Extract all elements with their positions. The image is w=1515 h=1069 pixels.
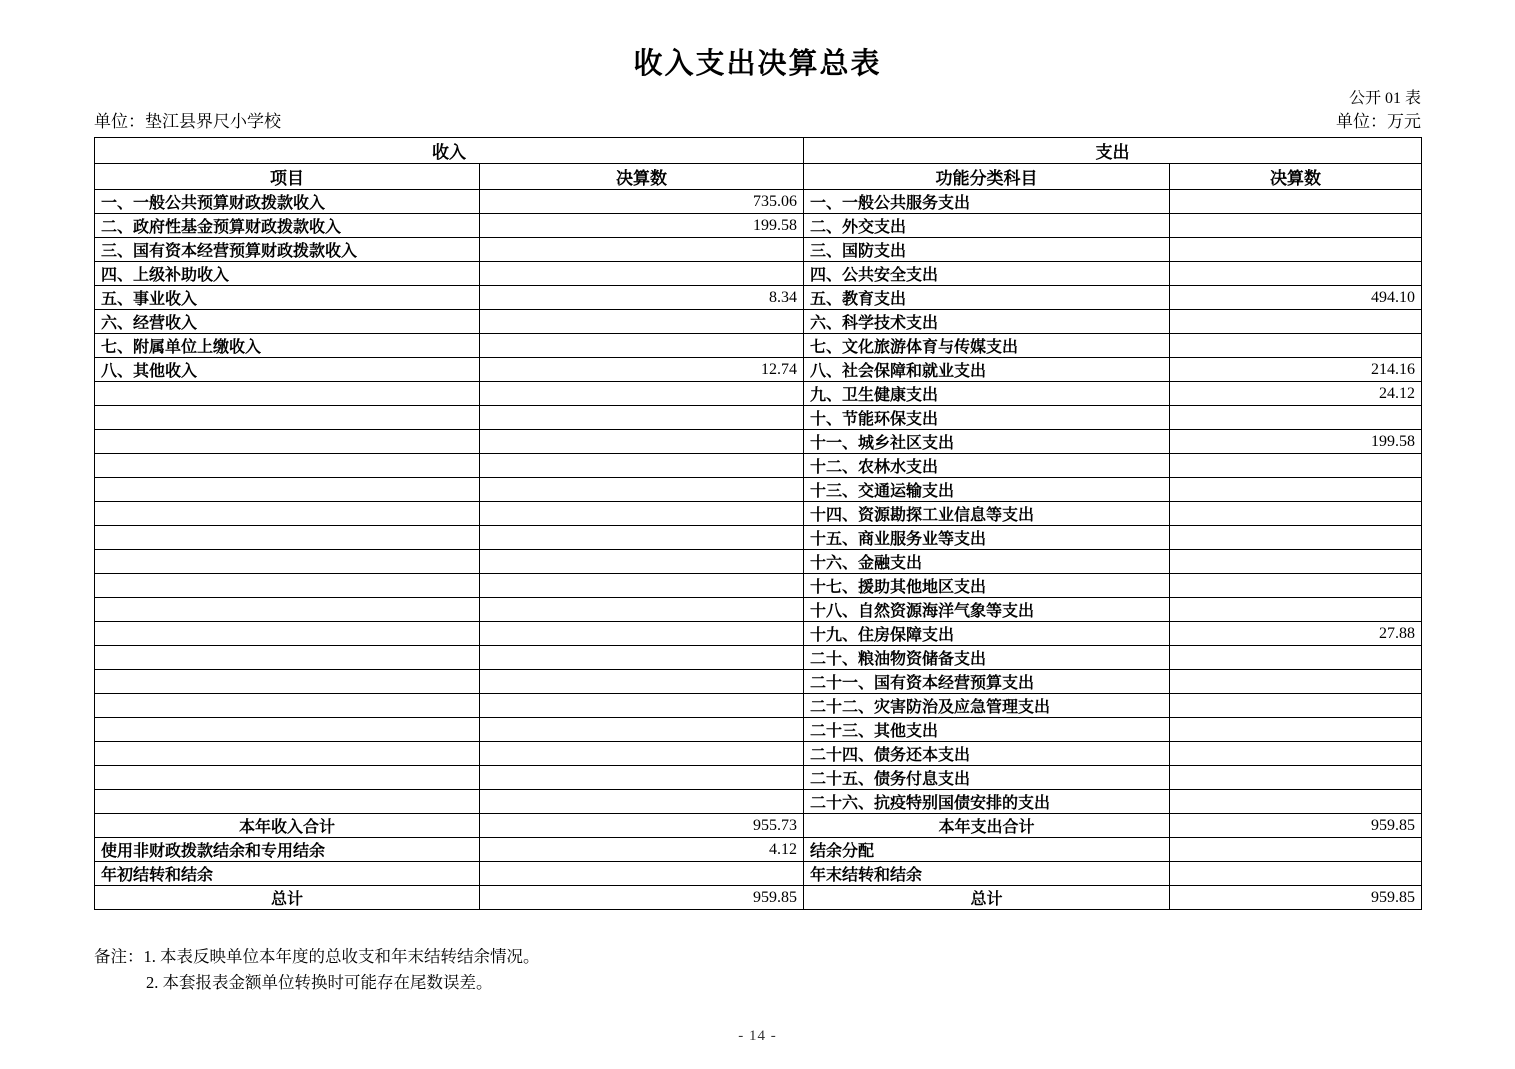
table-row bbox=[95, 286, 1422, 310]
table-row bbox=[95, 886, 1422, 910]
expense-amount-cell: 24.12 bbox=[1170, 382, 1422, 406]
column-header-row bbox=[95, 164, 1422, 190]
expense-item-cell: 本年支出合计 bbox=[804, 814, 1170, 838]
income-amount-cell: 12.74 bbox=[480, 358, 804, 382]
expense-item-cell: 九、卫生健康支出 bbox=[804, 382, 1170, 406]
table-row bbox=[95, 190, 1422, 214]
income-amount-cell bbox=[480, 790, 804, 814]
income-item-cell: 七、附属单位上缴收入 bbox=[95, 334, 480, 358]
expense-item-cell: 三、国防支出 bbox=[804, 238, 1170, 262]
note-text-1: 1. 本表反映单位本年度的总收支和年末结转结余情况。 bbox=[143, 947, 540, 966]
meta-row bbox=[94, 112, 1421, 132]
expense-item-cell: 二十、粮油物资储备支出 bbox=[804, 646, 1170, 670]
income-amount-cell bbox=[480, 382, 804, 406]
income-item-cell bbox=[95, 430, 480, 454]
table-row bbox=[95, 646, 1422, 670]
income-amount-cell bbox=[480, 430, 804, 454]
expense-item-cell: 二十五、债务付息支出 bbox=[804, 766, 1170, 790]
income-item-cell: 八、其他收入 bbox=[95, 358, 480, 382]
table-row bbox=[95, 358, 1422, 382]
expense-amount-cell bbox=[1170, 526, 1422, 550]
notes-label: 备注： bbox=[94, 947, 144, 966]
note-line-1 bbox=[94, 944, 1421, 970]
income-amount-cell: 955.73 bbox=[480, 814, 804, 838]
expense-amount-cell: 959.85 bbox=[1170, 814, 1422, 838]
income-amount-column-header: 决算数 bbox=[480, 164, 804, 190]
income-item-cell bbox=[95, 646, 480, 670]
note-line-2: 2. 本套报表金额单位转换时可能存在尾数误差。 bbox=[146, 973, 493, 992]
expense-amount-cell: 214.16 bbox=[1170, 358, 1422, 382]
income-item-cell bbox=[95, 766, 480, 790]
income-amount-cell bbox=[480, 406, 804, 430]
income-amount-cell bbox=[480, 526, 804, 550]
income-amount-cell bbox=[480, 694, 804, 718]
expense-item-cell: 十八、自然资源海洋气象等支出 bbox=[804, 598, 1170, 622]
expense-item-column-header: 功能分类科目 bbox=[804, 164, 1170, 190]
expense-amount-cell bbox=[1170, 550, 1422, 574]
income-item-cell: 本年收入合计 bbox=[95, 814, 480, 838]
expense-item-cell: 二十二、灾害防治及应急管理支出 bbox=[804, 694, 1170, 718]
expense-amount-cell bbox=[1170, 670, 1422, 694]
expense-item-cell: 六、科学技术支出 bbox=[804, 310, 1170, 334]
income-amount-cell bbox=[480, 502, 804, 526]
expense-item-cell: 二十四、债务还本支出 bbox=[804, 742, 1170, 766]
expense-amount-cell: 199.58 bbox=[1170, 430, 1422, 454]
expense-amount-cell: 959.85 bbox=[1170, 886, 1422, 910]
income-item-cell bbox=[95, 526, 480, 550]
table-row bbox=[95, 670, 1422, 694]
income-amount-cell bbox=[480, 718, 804, 742]
currency-unit-label: 单位：万元 bbox=[1336, 112, 1421, 131]
page-number: - 14 - bbox=[738, 1028, 777, 1044]
expense-amount-cell bbox=[1170, 334, 1422, 358]
income-amount-cell: 199.58 bbox=[480, 214, 804, 238]
income-amount-cell bbox=[480, 670, 804, 694]
expense-item-cell: 四、公共安全支出 bbox=[804, 262, 1170, 286]
table-row bbox=[95, 862, 1422, 886]
income-item-cell bbox=[95, 550, 480, 574]
expense-amount-cell bbox=[1170, 598, 1422, 622]
expense-item-cell: 二十一、国有资本经营预算支出 bbox=[804, 670, 1170, 694]
table-row bbox=[95, 382, 1422, 406]
income-amount-cell bbox=[480, 646, 804, 670]
table-row bbox=[95, 334, 1422, 358]
expense-amount-cell bbox=[1170, 838, 1422, 862]
page-title: 收入支出决算总表 bbox=[633, 48, 882, 80]
income-item-cell: 五、事业收入 bbox=[95, 286, 480, 310]
income-item-cell: 一、一般公共预算财政拨款收入 bbox=[95, 190, 480, 214]
expense-amount-cell bbox=[1170, 454, 1422, 478]
expense-item-cell: 八、社会保障和就业支出 bbox=[804, 358, 1170, 382]
income-item-column-header: 项目 bbox=[95, 164, 480, 190]
expense-amount-cell bbox=[1170, 574, 1422, 598]
table-row bbox=[95, 454, 1422, 478]
expense-item-cell: 二、外交支出 bbox=[804, 214, 1170, 238]
expense-amount-cell bbox=[1170, 694, 1422, 718]
expense-item-cell: 十四、资源勘探工业信息等支出 bbox=[804, 502, 1170, 526]
table-row bbox=[95, 718, 1422, 742]
table-row bbox=[95, 238, 1422, 262]
expense-item-cell: 二十三、其他支出 bbox=[804, 718, 1170, 742]
expense-amount-cell bbox=[1170, 238, 1422, 262]
table-row bbox=[95, 526, 1422, 550]
unit-name-label: 单位：垫江县界尺小学校 bbox=[94, 112, 281, 131]
table-row bbox=[95, 622, 1422, 646]
expense-item-cell: 十一、城乡社区支出 bbox=[804, 430, 1170, 454]
table-row bbox=[95, 430, 1422, 454]
income-item-cell: 使用非财政拨款结余和专用结余 bbox=[95, 838, 480, 862]
table-row bbox=[95, 838, 1422, 862]
income-amount-cell bbox=[480, 766, 804, 790]
income-item-cell bbox=[95, 502, 480, 526]
expense-amount-cell: 494.10 bbox=[1170, 286, 1422, 310]
income-item-cell: 六、经营收入 bbox=[95, 310, 480, 334]
expense-amount-cell bbox=[1170, 646, 1422, 670]
income-item-cell bbox=[95, 406, 480, 430]
income-item-cell bbox=[95, 622, 480, 646]
expense-item-cell: 十五、商业服务业等支出 bbox=[804, 526, 1170, 550]
expense-amount-cell bbox=[1170, 214, 1422, 238]
table-row bbox=[95, 742, 1422, 766]
expense-amount-cell bbox=[1170, 742, 1422, 766]
table-row bbox=[95, 310, 1422, 334]
expense-amount-cell bbox=[1170, 862, 1422, 886]
income-item-cell: 年初结转和结余 bbox=[95, 862, 480, 886]
income-item-cell: 二、政府性基金预算财政拨款收入 bbox=[95, 214, 480, 238]
table-row bbox=[95, 814, 1422, 838]
expense-section-header: 支出 bbox=[804, 138, 1422, 164]
income-item-cell bbox=[95, 478, 480, 502]
table-body bbox=[95, 190, 1422, 910]
income-amount-cell bbox=[480, 454, 804, 478]
expense-item-cell: 二十六、抗疫特别国债安排的支出 bbox=[804, 790, 1170, 814]
expense-amount-cell bbox=[1170, 478, 1422, 502]
table-row bbox=[95, 502, 1422, 526]
income-item-cell: 总计 bbox=[95, 886, 480, 910]
income-item-cell bbox=[95, 742, 480, 766]
notes bbox=[94, 944, 1421, 996]
income-amount-cell bbox=[480, 334, 804, 358]
expense-item-cell: 七、文化旅游体育与传媒支出 bbox=[804, 334, 1170, 358]
income-amount-cell bbox=[480, 574, 804, 598]
expense-item-cell: 十、节能环保支出 bbox=[804, 406, 1170, 430]
expense-item-cell: 一、一般公共服务支出 bbox=[804, 190, 1170, 214]
section-header-row bbox=[95, 138, 1422, 164]
income-amount-cell bbox=[480, 478, 804, 502]
expense-amount-cell bbox=[1170, 718, 1422, 742]
expense-amount-cell bbox=[1170, 310, 1422, 334]
income-item-cell bbox=[95, 718, 480, 742]
expense-item-cell: 十三、交通运输支出 bbox=[804, 478, 1170, 502]
income-amount-cell bbox=[480, 310, 804, 334]
income-amount-cell bbox=[480, 742, 804, 766]
expense-item-cell: 十七、援助其他地区支出 bbox=[804, 574, 1170, 598]
expense-amount-cell bbox=[1170, 502, 1422, 526]
expense-item-cell: 年末结转和结余 bbox=[804, 862, 1170, 886]
expense-amount-column-header: 决算数 bbox=[1170, 164, 1422, 190]
expense-amount-cell bbox=[1170, 790, 1422, 814]
expense-amount-cell bbox=[1170, 190, 1422, 214]
expense-item-cell: 总计 bbox=[804, 886, 1170, 910]
income-amount-cell bbox=[480, 622, 804, 646]
income-amount-cell bbox=[480, 238, 804, 262]
table-row bbox=[95, 478, 1422, 502]
income-amount-cell bbox=[480, 262, 804, 286]
income-item-cell bbox=[95, 382, 480, 406]
income-amount-cell bbox=[480, 550, 804, 574]
income-item-cell bbox=[95, 670, 480, 694]
income-amount-cell bbox=[480, 598, 804, 622]
income-item-cell bbox=[95, 694, 480, 718]
income-item-cell bbox=[95, 598, 480, 622]
table-row bbox=[95, 550, 1422, 574]
expense-amount-cell: 27.88 bbox=[1170, 622, 1422, 646]
table-row bbox=[95, 406, 1422, 430]
income-item-cell: 三、国有资本经营预算财政拨款收入 bbox=[95, 238, 480, 262]
table-code: 公开 01 表 bbox=[1348, 90, 1421, 107]
table-row bbox=[95, 574, 1422, 598]
income-amount-cell: 8.34 bbox=[480, 286, 804, 310]
table-row bbox=[95, 694, 1422, 718]
expense-amount-cell bbox=[1170, 406, 1422, 430]
income-item-cell: 四、上级补助收入 bbox=[95, 262, 480, 286]
expense-item-cell: 五、教育支出 bbox=[804, 286, 1170, 310]
income-amount-cell: 4.12 bbox=[480, 838, 804, 862]
table-row bbox=[95, 790, 1422, 814]
table-row bbox=[95, 766, 1422, 790]
expense-amount-cell bbox=[1170, 262, 1422, 286]
table-row bbox=[95, 598, 1422, 622]
budget-summary-table bbox=[94, 137, 1422, 910]
income-amount-cell: 735.06 bbox=[480, 190, 804, 214]
income-amount-cell: 959.85 bbox=[480, 886, 804, 910]
income-amount-cell bbox=[480, 862, 804, 886]
expense-item-cell: 十六、金融支出 bbox=[804, 550, 1170, 574]
expense-item-cell: 十九、住房保障支出 bbox=[804, 622, 1170, 646]
income-item-cell bbox=[95, 790, 480, 814]
table-row bbox=[95, 262, 1422, 286]
income-item-cell bbox=[95, 574, 480, 598]
income-section-header: 收入 bbox=[95, 138, 804, 164]
table-row bbox=[95, 214, 1422, 238]
expense-amount-cell bbox=[1170, 766, 1422, 790]
expense-item-cell: 结余分配 bbox=[804, 838, 1170, 862]
expense-item-cell: 十二、农林水支出 bbox=[804, 454, 1170, 478]
income-item-cell bbox=[95, 454, 480, 478]
